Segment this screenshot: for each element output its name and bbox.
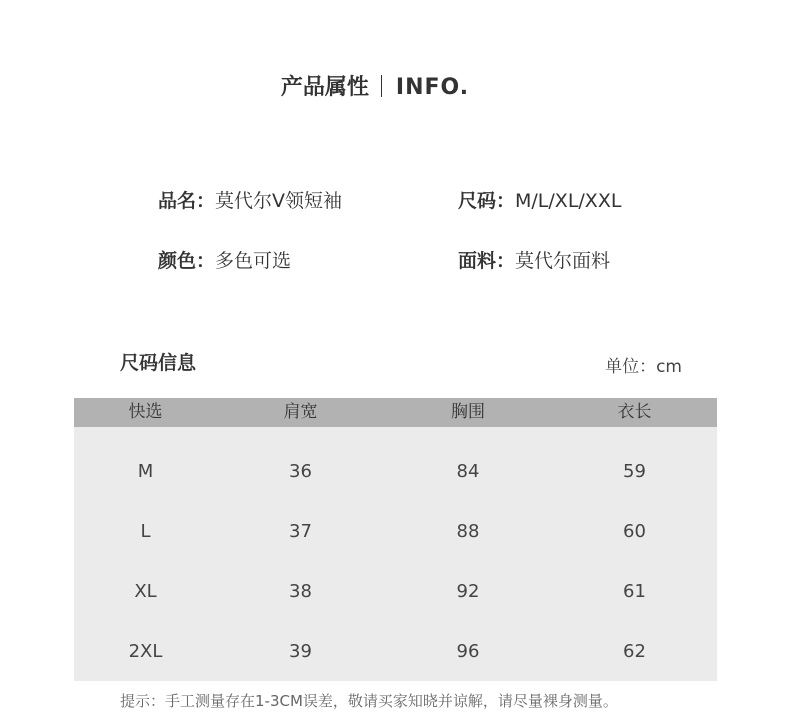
attr-color — [158, 246, 291, 273]
attr-label: 颜色： — [158, 250, 216, 272]
attr-value: 多色可选 — [215, 250, 292, 272]
size-unit: 单位：cm — [605, 357, 682, 377]
attr-value: 莫代尔V领短袖 — [215, 190, 343, 212]
attr-size — [458, 186, 621, 213]
table-cell-length: 60 — [623, 521, 646, 542]
column-header-length: 衣长 — [617, 402, 652, 422]
title-divider — [381, 75, 382, 97]
table-cell-chest: 96 — [456, 641, 480, 662]
table-cell-length: 61 — [623, 581, 646, 602]
attr-label: 面料： — [458, 250, 516, 272]
title-en: INFO. — [395, 75, 470, 100]
table-cell-shoulder: 39 — [289, 641, 312, 662]
page-title — [0, 70, 750, 101]
table-cell-size: M — [137, 461, 154, 482]
attr-label: 品名： — [158, 190, 216, 212]
table-cell-chest: 84 — [456, 461, 480, 482]
attr-value: 莫代尔面料 — [515, 250, 611, 272]
table-row — [74, 502, 717, 562]
table-cell-length: 62 — [623, 641, 646, 662]
table-cell-chest: 88 — [456, 521, 480, 542]
table-cell-size: XL — [134, 581, 157, 602]
attr-value: M/L/XL/XXL — [515, 190, 622, 212]
table-row — [74, 562, 717, 622]
table-row — [74, 622, 717, 682]
title-cn: 产品属性 — [280, 75, 369, 100]
size-table-header — [74, 398, 717, 427]
attr-product-name — [158, 186, 342, 213]
attr-fabric — [458, 246, 610, 273]
size-table — [74, 398, 717, 681]
size-info-title: 尺码信息 — [120, 352, 197, 374]
column-header-shoulder: 肩宽 — [283, 402, 318, 422]
measurement-note: 提示：手工测量存在1-3CM误差，敬请买家知晓并谅解，请尽量裸身测量。 — [120, 692, 618, 710]
attr-label: 尺码： — [458, 190, 516, 212]
table-cell-chest: 92 — [456, 581, 480, 602]
size-table-body — [74, 427, 717, 682]
table-cell-size: 2XL — [128, 641, 163, 662]
table-cell-length: 59 — [623, 461, 646, 482]
table-cell-shoulder: 37 — [289, 521, 312, 542]
table-cell-size: L — [140, 521, 151, 542]
column-header-chest: 胸围 — [451, 402, 485, 422]
column-header-quick-pick: 快选 — [128, 402, 163, 422]
table-cell-shoulder: 38 — [289, 581, 312, 602]
table-cell-shoulder: 36 — [289, 461, 312, 482]
table-row — [74, 442, 717, 502]
